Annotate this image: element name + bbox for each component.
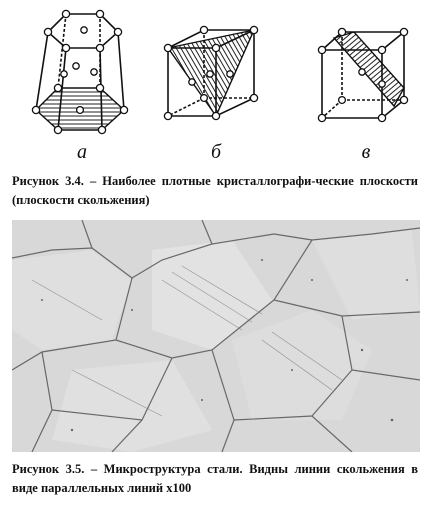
steel-microstructure-photo (12, 220, 420, 452)
figure-3-5-caption: Рисунок 3.5. – Микроструктура стали. Видны линии скольжения в виде параллельных линий х100 (12, 462, 418, 495)
sublabel-v: в (361, 141, 371, 163)
sublabel-b: б (210, 141, 222, 163)
sublabel-a: а (77, 141, 87, 163)
figure-3-4-caption: Рисунок 3.4. – Наиболее плотные кристаллографи-ческие плоскости (плоскости скольжения) (12, 174, 418, 207)
crystal-planes-drawing (18, 2, 422, 164)
crystal-planes-figure (18, 2, 422, 164)
cubic-cell-v (318, 28, 407, 121)
hexagonal-cell-a (32, 10, 127, 133)
cubic-cell-b (164, 26, 257, 119)
microstructure-drawing (12, 220, 420, 452)
